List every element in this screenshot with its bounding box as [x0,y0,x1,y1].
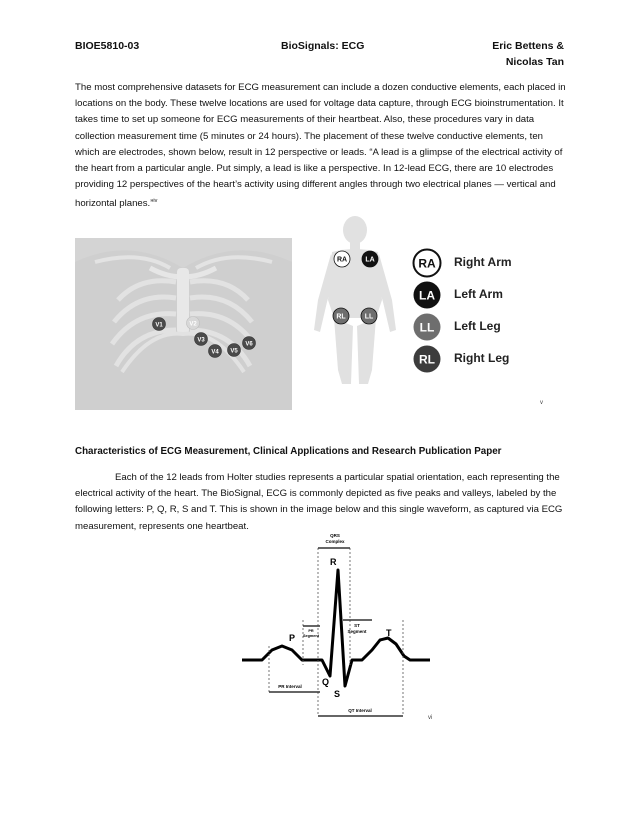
svg-text:LA: LA [365,256,375,264]
wave-label-r: R [330,557,337,567]
legend-label-right-arm: Right Arm [454,255,512,269]
wave-label-t: T [386,628,392,638]
svg-text:LA: LA [419,288,435,303]
figure1-citation: v [540,400,543,406]
qrs-label-2: Complex [325,539,345,544]
intro-text: The most comprehensive datasets for ECG measurement can include a dozen conductive elements, each placed in locations on the body. These twelve locations are used for voltage data capture, through ECG bioinstrumentation. It takes time to set up someone for ECG measurements of their heartbeat. Also, these procedures vary in data collection measurement time (5 minutes or 24 hours). The placement of these twelve conductive elements, ten which are electrodes, shown below, result in 12 perspective or leads. “A lead is a glimpse of the electrical activity of the heart from a particular angle. Put simply, a lead is like a perspective. In 12-lead ECG, there are 10 electrodes providing 12 perspectives of the heart’s activity using different angles through two electrical planes — vertical and horizontal planes.” [75,82,566,210]
svg-text:V6: V6 [245,341,253,348]
svg-text:V1: V1 [155,322,163,329]
pr-segment-label-1: PR [308,629,314,633]
svg-text:V2: V2 [189,321,197,328]
ecg-trace [242,570,430,686]
wave-label-q: Q [322,677,330,687]
figure2-citation: vi [428,715,433,721]
svg-text:LL: LL [364,313,374,321]
pr-interval-label: PR Interval [278,684,302,689]
st-segment-label-2: Segment [347,629,367,634]
wave-label-s: S [334,689,341,699]
svg-text:LL: LL [419,320,435,335]
svg-text:RL: RL [336,313,346,321]
st-segment-label-1: ST [354,623,360,628]
document-title: BioSignals: ECG [281,40,365,52]
svg-text:V4: V4 [211,349,219,356]
qt-interval-label: QT Interval [348,708,372,713]
legend-label-left-leg: Left Leg [454,319,501,333]
pr-segment-label-2: Segment [302,634,320,638]
author-line-1: Eric Bettens & [492,40,564,52]
author-line-2: Nicolas Tan [505,56,564,68]
section-heading: Characteristics of ECG Measurement, Clinical Applications and Research Publication Paper [75,446,502,457]
section-paragraph: Each of the 12 leads from Holter studies represents a particular spatial orientation, each representing the electrical activity of the heart. The BioSignal, ECG is commonly depicted as five peaks and valleys, labeled by the following letters: P, Q, R, S and T. This is shown in the image below and this single waveform, as captured via ECG measurement, represents one heartbeat. [75,472,563,532]
legend-label-right-leg: Right Leg [454,351,510,365]
svg-text:RA: RA [336,256,348,264]
wave-label-p: P [289,633,296,643]
svg-text:V3: V3 [197,337,205,344]
svg-text:RL: RL [419,352,435,367]
course-code: BIOE5810-03 [75,40,140,52]
legend-label-left-arm: Left Arm [454,287,503,301]
svg-text:RA: RA [418,256,436,271]
intro-citation: iv [153,198,158,205]
svg-text:V5: V5 [230,348,238,355]
qrs-label-1: QRS [330,533,340,538]
